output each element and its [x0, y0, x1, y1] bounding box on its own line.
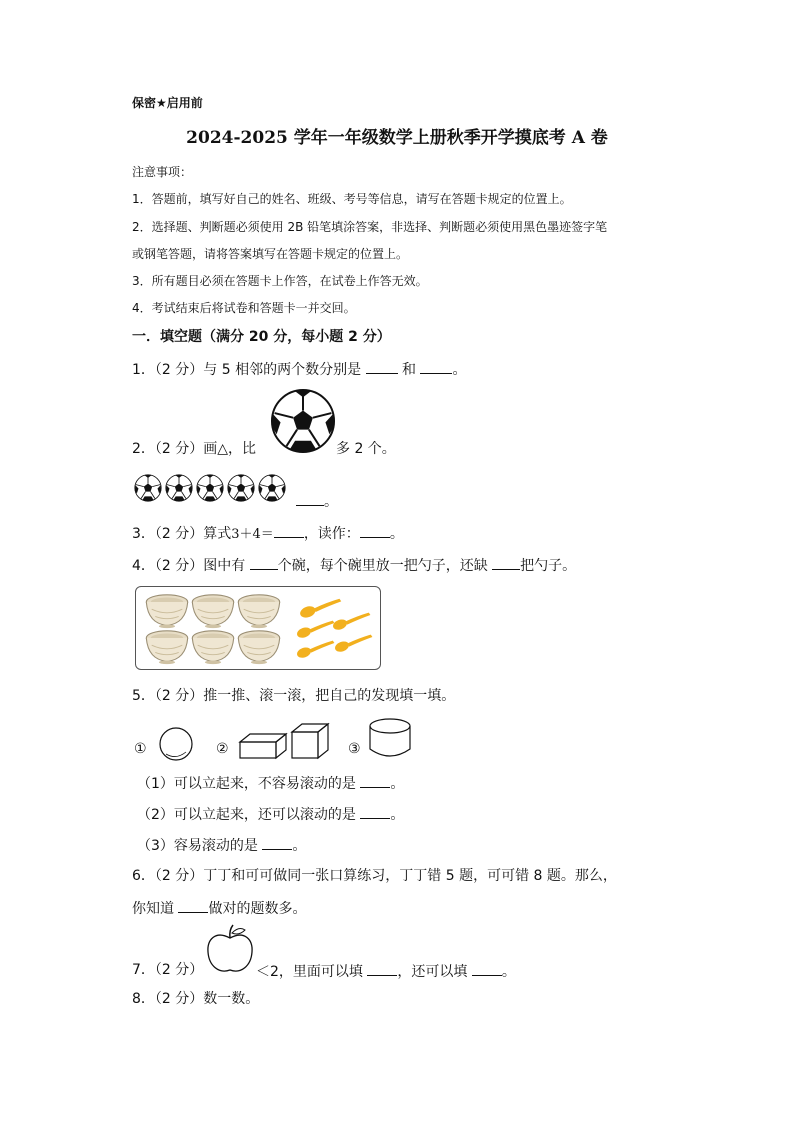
section-heading: 一．填空题（满分 20 分，每小题 2 分） [132, 329, 391, 345]
q7-lt: ＜2，里面可以填 [256, 964, 363, 980]
question-1 [132, 361, 466, 377]
q1-mid: 和 [401, 362, 416, 378]
notice-item-2: 2．选择题、判断题必须使用 2B 铅笔填涂答案，非选择、判断题必须使用黑色墨迹签字笔 [132, 220, 608, 234]
q4-blank-1[interactable] [250, 557, 278, 570]
bowl-icon [236, 629, 282, 665]
q5-sub-2-end: 。 [390, 807, 405, 823]
soccer-ball-icon [258, 474, 286, 504]
confidential-label: 保密★启用前 [132, 96, 203, 110]
q2-suffix: 多 2 个。 [336, 441, 396, 457]
q7-blank-2[interactable] [472, 963, 502, 976]
q6-line-1: 6．（2 分）丁丁和可可做同一张口算练习，丁丁错 5 题，可可错 8 题。那么， [132, 868, 617, 884]
notice-item-4: 4．考试结束后将试卷和答题卡一并交回。 [132, 301, 356, 315]
bowls-spoons-figure [135, 586, 381, 670]
soccer-ball-icon [134, 474, 162, 504]
q5-sub-2-text: （2）可以立起来，还可以滚动的是 [137, 807, 356, 823]
question-4 [132, 557, 576, 573]
notice-item-2-cont: 或钢笔答题，请将答案填写在答题卡规定的位置上。 [132, 247, 409, 261]
q1-blank-1[interactable] [366, 361, 398, 374]
q5-sub-3-end: 。 [292, 838, 307, 854]
q5-sub-1-blank[interactable] [360, 775, 390, 788]
q4-mid: 个碗，每个碗里放一把勺子，还缺 [277, 558, 488, 574]
q3-mid: ，读作： [303, 526, 360, 542]
q4-prefix: 4．（2 分）图中有 [132, 558, 246, 574]
q1-prefix: 1．（2 分）与 5 相邻的两个数分别是 [132, 362, 362, 378]
notice-item-3: 3．所有题目必须在答题卡上作答，在试卷上作答无效。 [132, 274, 428, 288]
page-title: 2024-2025 学年一年级数学上册秋季开学摸底考 A 卷 [186, 128, 608, 148]
notice-heading: 注意事项： [132, 165, 193, 179]
q5-sub-1-end: 。 [390, 776, 405, 792]
apple-icon [205, 924, 255, 976]
q4-end: 把勺子。 [520, 558, 577, 574]
bowl-icon [236, 593, 282, 629]
q6-end: 做对的题数多。 [208, 901, 307, 917]
q1-blank-2[interactable] [420, 361, 452, 374]
soccer-ball-icon [196, 474, 224, 504]
q5-sub-2 [137, 806, 404, 822]
cylinder-shape [368, 717, 412, 759]
notice-item-1: 1．答题前，填写好自己的姓名、班级、考号等信息，请写在答题卡规定的位置上。 [132, 192, 572, 206]
q2-answer [296, 493, 338, 509]
q6-prefix: 你知道 [132, 901, 174, 917]
soccer-ball-icon [270, 388, 336, 454]
question-3 [132, 525, 404, 541]
q2-prefix: 2．（2 分）画△，比 [132, 441, 257, 457]
spoon-icon [296, 619, 336, 639]
soccer-ball-row [134, 474, 286, 504]
spoon-icon [334, 633, 374, 653]
q1-end: 。 [452, 362, 467, 378]
q3-expression: 3＋4＝ [231, 527, 274, 542]
q7-blank-1[interactable] [367, 963, 397, 976]
q5-sub-3 [137, 837, 306, 853]
question-7-rest [256, 963, 516, 979]
sphere-shape [158, 726, 194, 762]
q4-blank-2[interactable] [492, 557, 520, 570]
bowl-icon [190, 593, 236, 629]
q6-blank[interactable] [178, 900, 208, 913]
q5-text: 5．（2 分）推一推、滚一滚，把自己的发现填一填。 [132, 688, 456, 704]
q7-end: 。 [501, 964, 516, 980]
q5-sub-2-blank[interactable] [360, 806, 390, 819]
shape-label-3: ③ [348, 741, 361, 757]
q3-prefix: 3．（2 分）算式 [132, 526, 232, 542]
q5-sub-1-text: （1）可以立起来，不容易滚动的是 [137, 776, 356, 792]
q3-blank-1[interactable] [274, 525, 304, 538]
q3-end: 。 [389, 526, 404, 542]
shape-label-1: ① [134, 741, 147, 757]
q2-blank[interactable] [296, 493, 324, 506]
q3-blank-2[interactable] [360, 525, 390, 538]
spoon-icon [332, 611, 372, 631]
q5-sub-3-blank[interactable] [262, 837, 292, 850]
spoon-icon [296, 639, 336, 659]
q2-end: 。 [324, 494, 338, 510]
bowl-icon [190, 629, 236, 665]
soccer-ball-icon [227, 474, 255, 504]
q7-mid: ，还可以填 [397, 964, 468, 980]
cuboid-shape [238, 732, 288, 760]
q5-sub-1 [137, 775, 404, 791]
shape-label-2: ② [216, 741, 229, 757]
q5-sub-3-text: （3）容易滚动的是 [137, 838, 258, 854]
q6-line-2 [132, 900, 306, 916]
q7-prefix: 7．（2 分） [132, 962, 204, 978]
cube-shape [290, 722, 330, 760]
bowl-icon [144, 629, 190, 665]
bowl-icon [144, 593, 190, 629]
soccer-ball-icon [165, 474, 193, 504]
q8-text: 8．（2 分）数一数。 [132, 991, 260, 1007]
